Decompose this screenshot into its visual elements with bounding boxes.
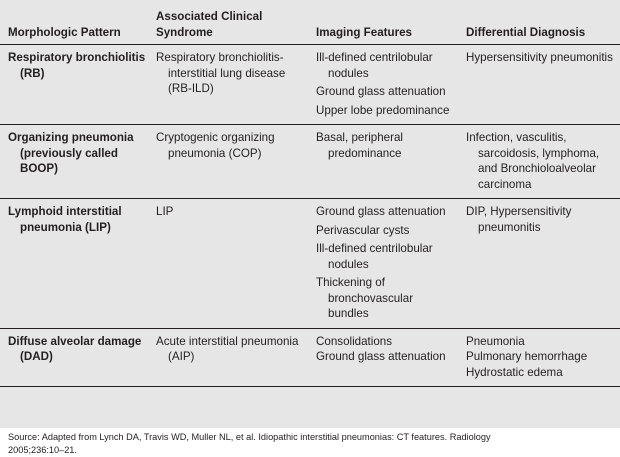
syndrome-cell xyxy=(152,328,310,387)
source-line-2: 2005;236:10–21. xyxy=(8,444,77,455)
header-assoc-line-1: Associated Clinical xyxy=(156,10,263,23)
imaging-feature: Ill-defined centrilobular nodules xyxy=(316,242,433,271)
source-citation xyxy=(8,431,608,456)
table-row xyxy=(0,199,620,329)
pattern-cell xyxy=(0,45,152,125)
differential-cell xyxy=(460,199,620,329)
differential-item: Hypersensitivity pneumonitis xyxy=(466,51,613,64)
imaging-feature: Basal, peripheral predominance xyxy=(316,131,404,160)
differential-item: Hydrostatic edema xyxy=(466,365,563,379)
table-header xyxy=(0,0,620,45)
syndrome-text: Respiratory bronchiolitis-interstitial lung disease (RB-ILD) xyxy=(156,51,286,95)
header-associated-syndrome xyxy=(152,0,310,45)
syndrome-text: LIP xyxy=(156,205,174,218)
imaging-feature: Upper lobe predominance xyxy=(316,103,450,117)
table-body xyxy=(0,45,620,387)
pattern-text: Respiratory bronchiolitis (RB) xyxy=(8,51,146,80)
syndrome-text: Acute interstitial pneumonia (AIP) xyxy=(156,334,299,363)
pattern-text: Lymphoid interstitial pneumonia (LIP) xyxy=(8,205,122,234)
syndrome-cell xyxy=(152,125,310,199)
imaging-feature: Ground glass attenuation xyxy=(316,205,446,218)
table-row xyxy=(0,328,620,387)
differential-cell xyxy=(460,328,620,387)
imaging-feature: Thickening of bronchovascular bundles xyxy=(316,276,414,320)
differential-item: DIP, Hypersensitivity pneumonitis xyxy=(466,205,572,234)
differential-item: Infection, vasculitis, sarcoidosis, lymphoma, and Bronchioloalveolar carcinoma xyxy=(466,131,600,191)
syndrome-cell xyxy=(152,199,310,329)
pattern-cell xyxy=(0,199,152,329)
header-row xyxy=(0,0,620,45)
pattern-text: Diffuse alveolar damage (DAD) xyxy=(8,334,142,363)
imaging-cell xyxy=(310,328,460,387)
pattern-cell xyxy=(0,125,152,199)
imaging-cell xyxy=(310,45,460,125)
table-row xyxy=(0,45,620,125)
syndrome-cell xyxy=(152,45,310,125)
differential-item: Pneumonia xyxy=(466,334,525,348)
imaging-feature: Ground glass attenuation xyxy=(316,350,446,363)
source-line-1: Source: Adapted from Lynch DA, Travis WD, Muller NL, et al. Idiopathic interstitial pneumonias: CT features. Radiology xyxy=(8,432,491,442)
imaging-feature: Consolidations xyxy=(316,334,393,348)
header-differential-diagnosis: Differential Diagnosis xyxy=(460,0,620,45)
header-assoc-line-2: Syndrome xyxy=(156,25,213,39)
table-row xyxy=(0,125,620,199)
syndrome-text: Cryptogenic organizing pneumonia (COP) xyxy=(156,131,275,160)
imaging-cell xyxy=(310,125,460,199)
differential-cell xyxy=(460,45,620,125)
pattern-text: Organizing pneumonia (previously called BOOP) xyxy=(8,131,134,175)
imaging-feature: Ground glass attenuation xyxy=(316,85,446,98)
header-imaging-features: Imaging Features xyxy=(310,0,460,45)
imaging-feature: Perivascular cysts xyxy=(316,223,410,237)
differential-item: Pulmonary hemorrhage xyxy=(466,350,588,363)
imaging-cell xyxy=(310,199,460,329)
imaging-feature: Ill-defined centrilobular nodules xyxy=(316,51,433,80)
differential-cell xyxy=(460,125,620,199)
header-morphologic-pattern: Morphologic Pattern xyxy=(0,0,152,45)
pattern-cell xyxy=(0,328,152,387)
